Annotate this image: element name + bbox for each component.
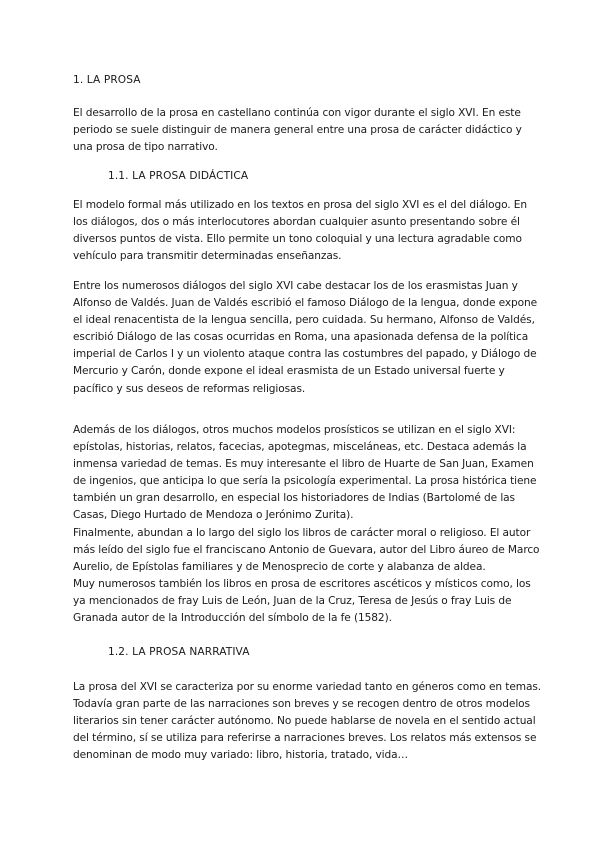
section-title: 1. LA PROSA [73, 74, 141, 86]
didactic-paragraph-2: Entre los numerosos diálogos del siglo XVI cabe destacar los de los erasmistas Juan y Alfonso de Valdés. Juan de Valdés escribió el famoso Diálogo de la lengua, donde expone el ideal renacentista de la lengua sencilla, pero cuidada. Su hermano, Alfonso de Valdés, escribió Diálogo de las cosas ocurridas en Roma, una apasionada defensa de la política imperial de Carlos I y un violento ataque contra las costumbres del papado, y Diálogo de Mercurio y Carón, donde expone el ideal erasmista de un Estado universal fuerte y pacífico y sus deseos de reformas religiosas. [73, 280, 538, 395]
didactic-paragraph-1: El modelo formal más utilizado en los textos en prosa del siglo XVI es el del diálogo. En los diálogos, dos o más interlocutores abordan cualquier asunto presentando sobre él diversos puntos de vista. Ello permite un tono coloquial y una lectura agradable como vehículo para transmitir determinadas enseñanzas. [73, 199, 528, 263]
didactic-paragraph-3-part-b: Finalmente, abundan a lo largo del siglo los libros de carácter moral o religioso. El autor más leído del siglo fue el franciscano Antonio de Guevara, autor del Libro áureo de Marco Aurelio, de Epístolas familiares y de Menosprecio de corte y alabanza de aldea. [73, 526, 540, 573]
didactic-paragraph-3 [73, 422, 543, 627]
intro-paragraph: El desarrollo de la prosa en castellano continúa con vigor durante el siglo XVI. En este periodo se suele distinguir de manera general entre una prosa de carácter didáctico y una prosa de tipo narrativo. [73, 107, 522, 154]
didactic-paragraph-3-part-c: Muy numerosos también los libros en prosa de escritores ascéticos y místicos como, los ya mencionados de fray Luis de León, Juan de la Cruz, Teresa de Jesús o fray Luis de Granada autor de la Introducción del símbolo de la fe (1582). [73, 577, 531, 625]
subsection-title-didactic: 1.1. LA PROSA DIDÁCTICA [108, 170, 249, 182]
subsection-title-narrative: 1.2. LA PROSA NARRATIVA [108, 646, 250, 658]
narrative-paragraph-1: La prosa del XVI se caracteriza por su enorme variedad tanto en géneros como en temas. Todavía gran parte de las narraciones son breves y se recogen dentro de otros modelos literarios sin tener carácter autónomo. No puede hablarse de novela en el sentido actual del término, sí se utiliza para referirse a narraciones breves. Los relatos más extensos se denominan de modo muy variado: libro, historia, tratado, vida… [73, 681, 542, 762]
didactic-paragraph-3-part-a: Además de los diálogos, otros muchos modelos prosísticos se utilizan en el siglo XVI: epístolas, historias, relatos, facecias, apotegmas, misceláneas, etc. Destaca además la inmensa variedad de temas. Es muy interesante el libro de Huarte de San Juan, Examen de ingenios, que anticipa lo que sería la psicología experimental. La prosa histórica tiene también un gran desarrollo, en especial los historiadores de Indias (Bartolomé de las Casas, Diego Hurtado de Mendoza o Jerónimo Zurita). [73, 424, 537, 522]
